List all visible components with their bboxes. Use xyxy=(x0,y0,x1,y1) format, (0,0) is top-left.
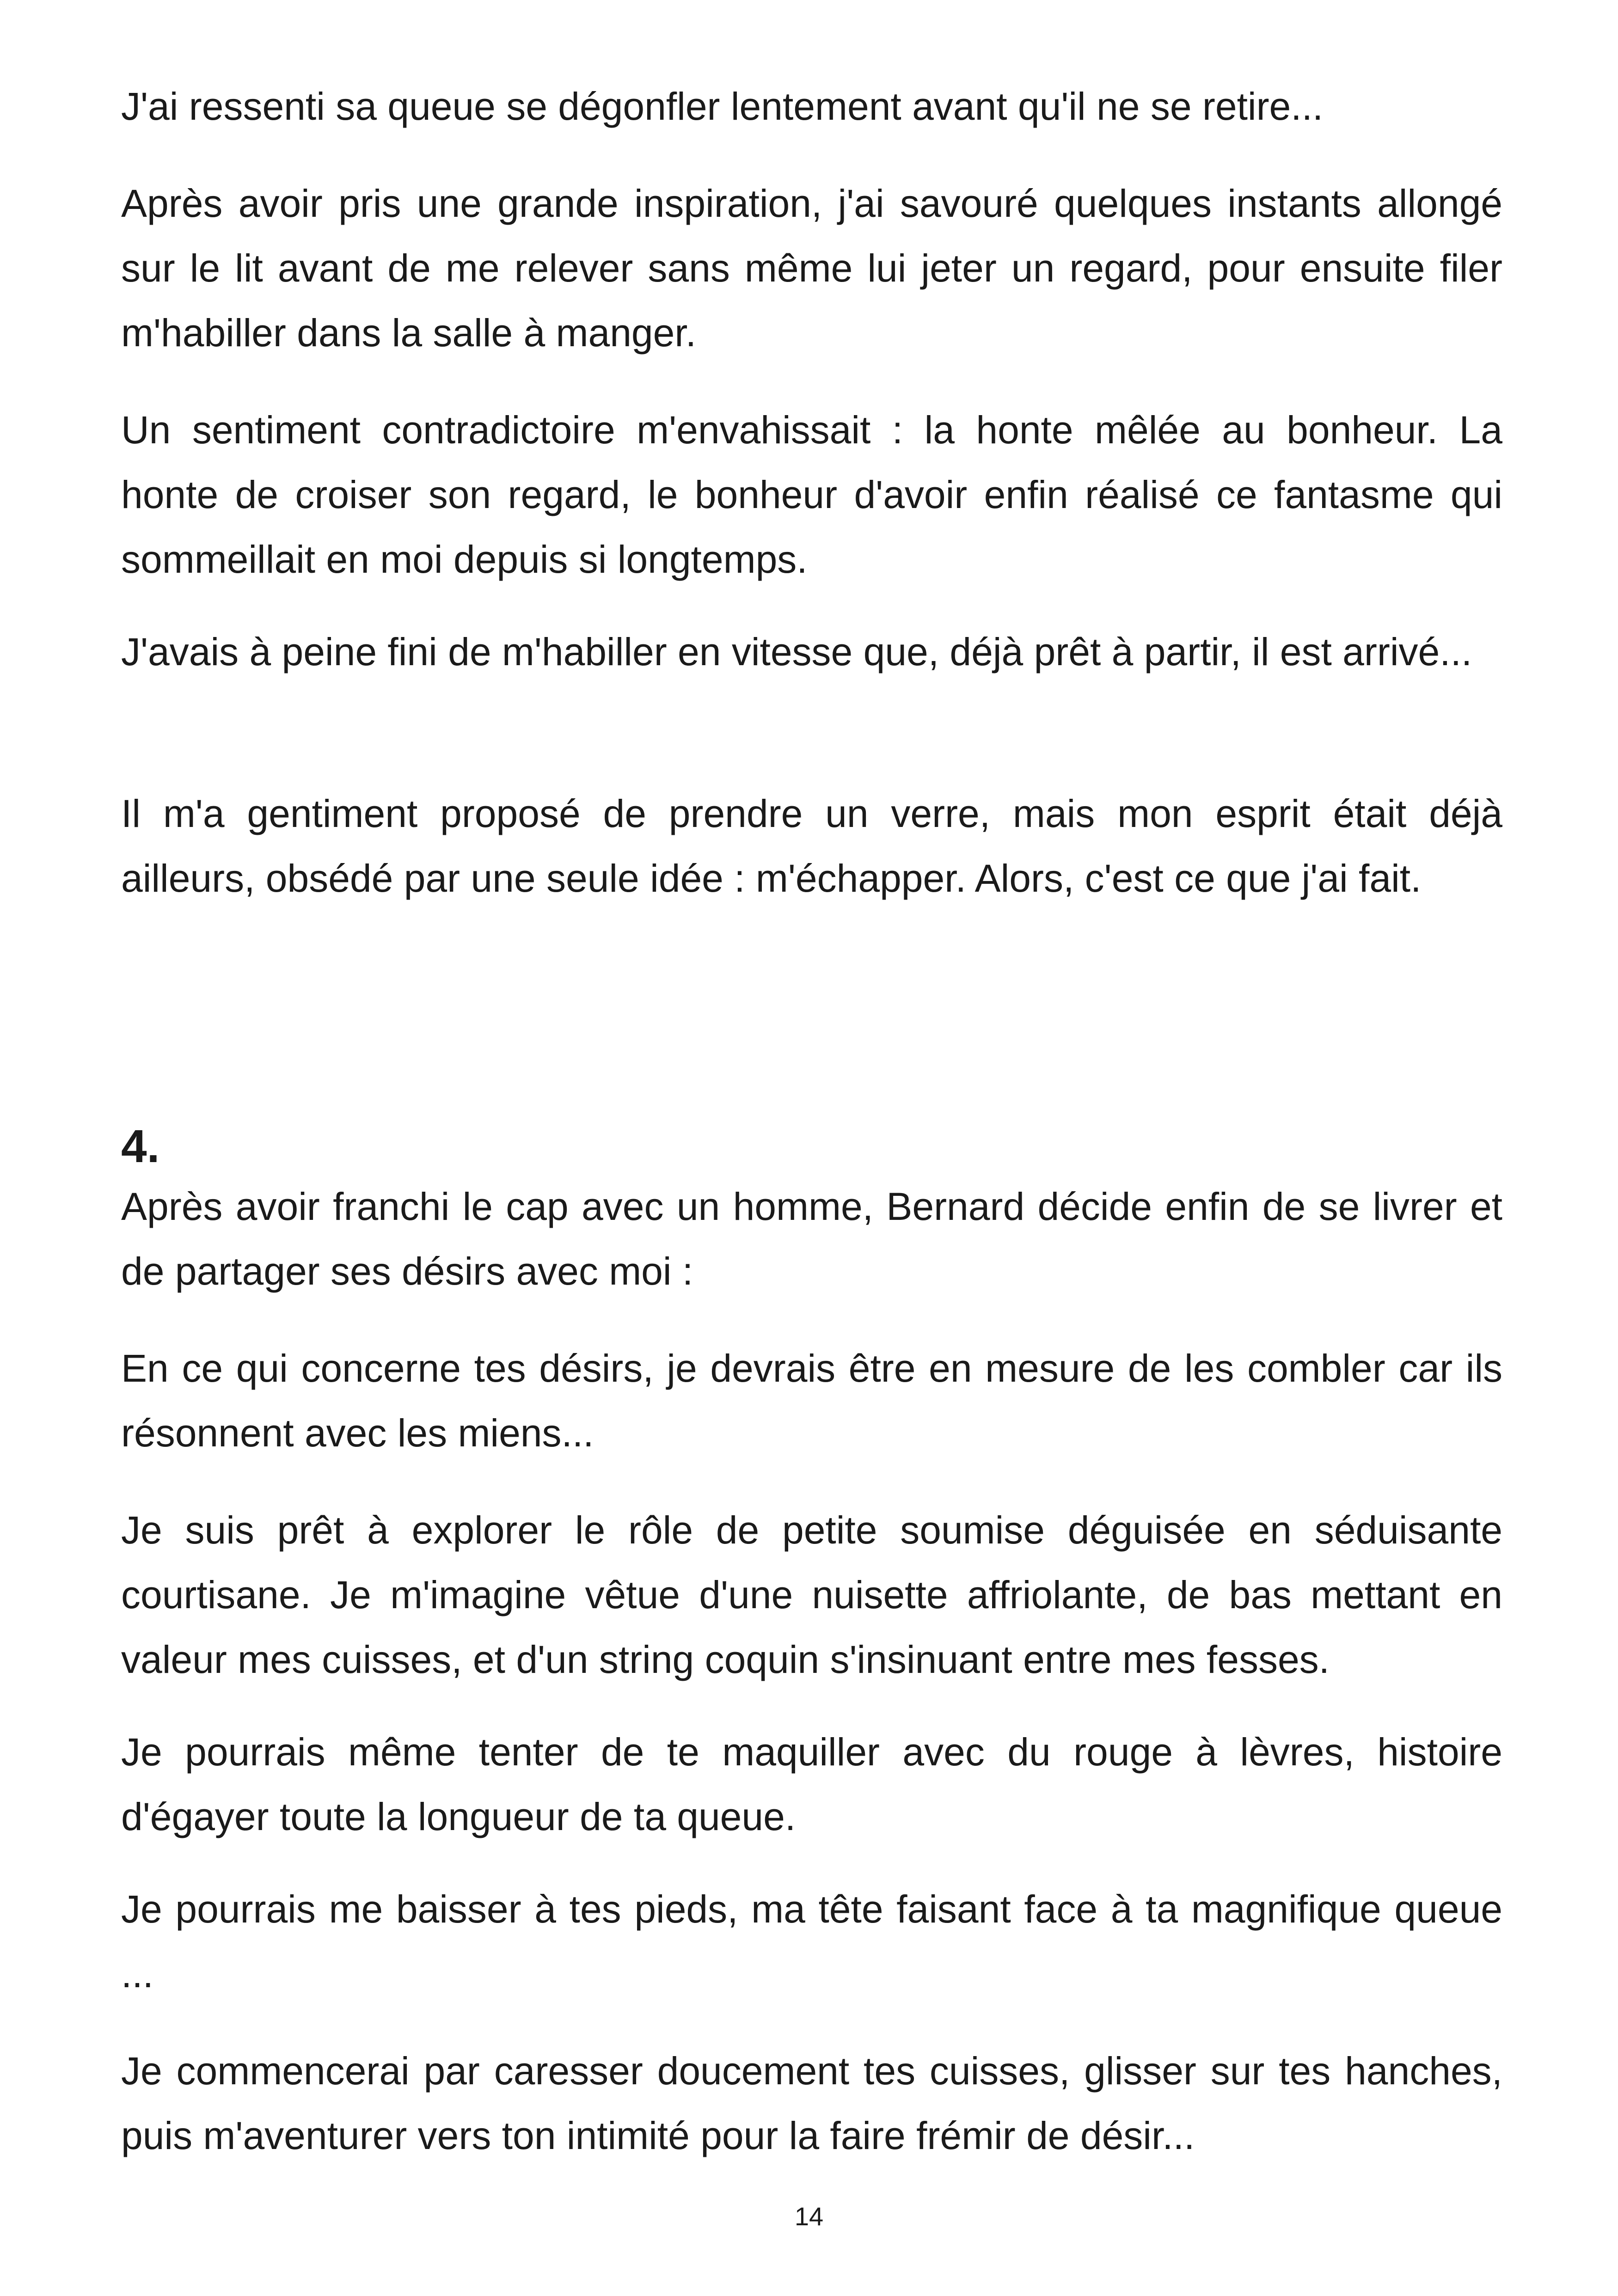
paragraph: Un sentiment contradictoire m'envahissait : la honte mêlée au bonheur. La honte de croiser son regard, le bonheur d'avoir enfin réalisé ce fantasme qui sommeillait en moi depuis si longtemps. xyxy=(121,408,1502,581)
paragraph: Je pourrais me baisser à tes pieds, ma tête faisant face à ta magnifique queue ... xyxy=(121,1887,1502,1996)
page-number: 14 xyxy=(794,2202,824,2231)
paragraph: J'ai ressenti sa queue se dégonfler lentement avant qu'il ne se retire... xyxy=(121,85,1324,128)
paragraph: J'avais à peine fini de m'habiller en vitesse que, déjà prêt à partir, il est arrivé... xyxy=(121,630,1472,673)
paragraph: Je commencerai par caresser doucement tes cuisses, glisser sur tes hanches, puis m'aventurer vers ton intimité pour la faire frémir de désir... xyxy=(121,2049,1502,2157)
paragraph: En ce qui concerne tes désirs, je devrais être en mesure de les combler car ils résonnent avec les miens... xyxy=(121,1347,1502,1455)
paragraph: Après avoir pris une grande inspiration, j'ai savouré quelques instants allongé sur le lit avant de me relever sans même lui jeter un regard, pour ensuite filer m'habiller dans la salle à manger. xyxy=(121,182,1502,355)
paragraph: Je pourrais même tenter de te maquiller avec du rouge à lèvres, histoire d'égayer toute la longueur de ta queue. xyxy=(121,1730,1502,1838)
section-heading: 4. xyxy=(121,1120,160,1172)
paragraph: Après avoir franchi le cap avec un homme, Bernard décide enfin de se livrer et de partager ses désirs avec moi : xyxy=(121,1185,1502,1293)
paragraph: Je suis prêt à explorer le rôle de petite soumise déguisée en séduisante courtisane. Je m'imagine vêtue d'une nuisette affriolante, de bas mettant en valeur mes cuisses, et d'un string coquin s'insinuant entre mes fesses. xyxy=(121,1508,1502,1681)
paragraph: Il m'a gentiment proposé de prendre un verre, mais mon esprit était déjà ailleurs, obsédé par une seule idée : m'échapper. Alors, c'est ce que j'ai fait. xyxy=(121,792,1502,900)
